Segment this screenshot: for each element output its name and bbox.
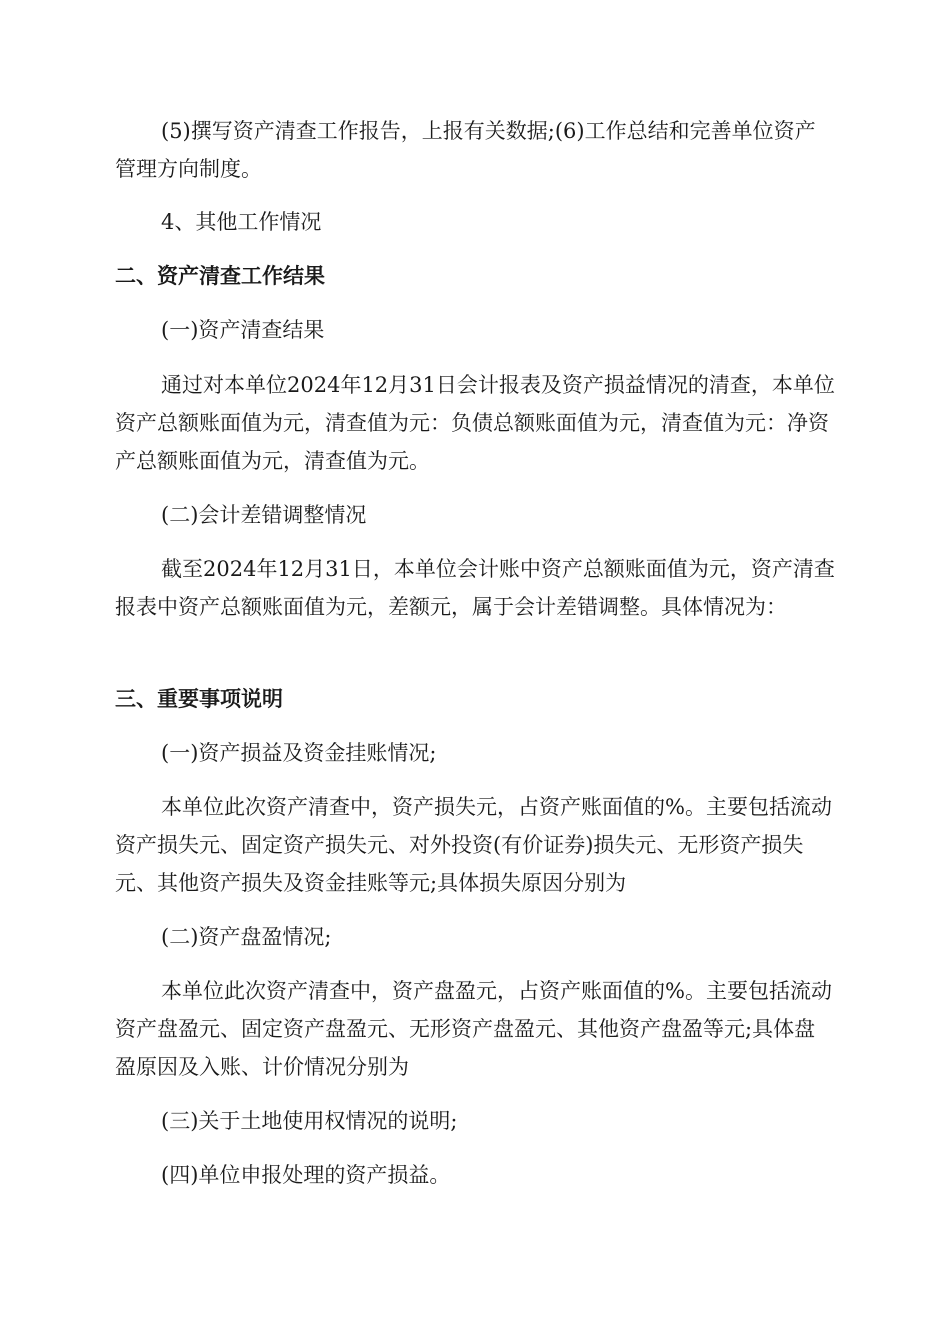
subheading-surplus: (二)资产盘盈情况; [161, 925, 332, 949]
subheading-audit-result: (一)资产清查结果 [161, 318, 325, 342]
paragraph-losses: 本单位此次资产清查中，资产损失元，占资产账面值的%。主要包括流动资产损失元、固定资产损失元、对外投资(有价证券)损失元、无形资产损失元、其他资产损失及资金挂账等元;具体损失原因分别为 [115, 795, 832, 895]
subheading-error-adjustment: (二)会计差错调整情况 [161, 503, 367, 527]
paragraph-error-adjustment: 截至2024年12月31日，本单位会计账中资产总额账面值为元，资产清查报表中资产总额账面值为元，差额元，属于会计差错调整。具体情况为： [115, 557, 835, 619]
heading-section-2: 二、资产清查工作结果 [115, 264, 325, 288]
heading-section-3: 三、重要事项说明 [115, 687, 283, 711]
paragraph-audit-result: 通过对本单位2024年12月31日会计报表及资产损益情况的清查，本单位资产总额账面值为元，清查值为元：负债总额账面值为元，清查值为元：净资产总额账面值为元，清查值为元。 [115, 373, 835, 473]
subheading-declared-losses: (四)单位申报处理的资产损益。 [161, 1163, 451, 1187]
paragraph-report-steps: (5)撰写资产清查工作报告，上报有关数据;(6)工作总结和完善单位资产管理方向制度。 [115, 119, 816, 181]
paragraph-surplus: 本单位此次资产清查中，资产盘盈元，占资产账面值的%。主要包括流动资产盘盈元、固定资产盘盈元、无形资产盘盈元、其他资产盘盈等元;具体盘盈原因及入账、计价情况分别为 [115, 979, 832, 1079]
paragraph-other-work: 4、其他工作情况 [161, 210, 322, 234]
subheading-land-use: (三)关于土地使用权情况的说明; [161, 1109, 458, 1133]
subheading-losses: (一)资产损益及资金挂账情况; [161, 741, 437, 765]
